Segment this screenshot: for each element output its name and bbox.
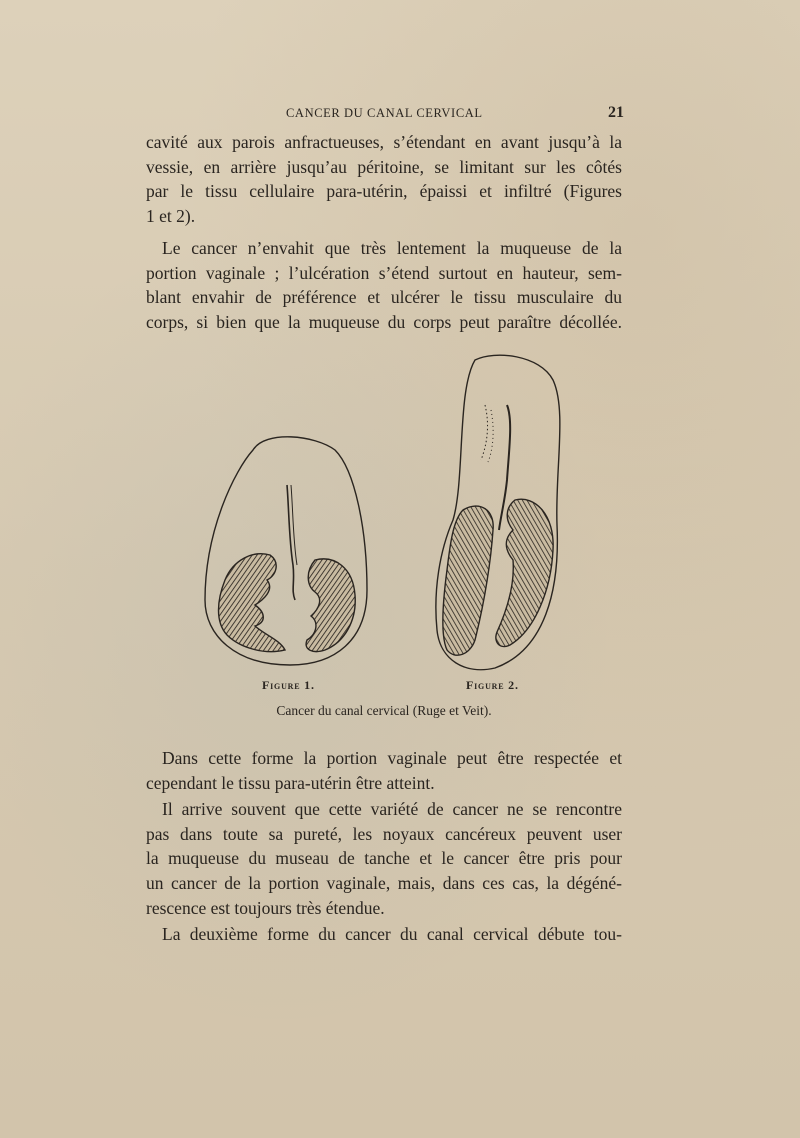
text-line: un cancer de la portion vaginale, mais, dans ces cas, la dégéné- [146, 873, 622, 894]
running-head [146, 106, 626, 126]
text-line: rescence est toujours très étendue. [146, 897, 385, 918]
paragraph-5 [146, 922, 622, 947]
figures-illustration [195, 350, 585, 690]
text-line: 1 et 2). [146, 206, 196, 227]
text-line: cavité aux parois anfractueuses, s’étendant en avant jusqu’à la [146, 132, 622, 152]
figure-caption: Cancer du canal cervical (Ruge et Veit). [276, 703, 492, 718]
figure-2-label: Figure 2. [466, 678, 519, 692]
text-line: Il arrive souvent que cette variété de cancer ne se rencontre [162, 799, 622, 819]
figure-1-drawing [205, 437, 367, 665]
text-line: cependant le tissu para-utérin être atteint. [146, 772, 435, 793]
paragraph-1 [146, 130, 622, 229]
figure-2-drawing [436, 355, 560, 670]
text-line: pas dans toute sa pureté, les noyaux cancéreux peuvent user [146, 823, 622, 844]
paragraph-2 [146, 236, 622, 335]
text-line: La deuxième forme du cancer du canal cervical débute tou- [162, 924, 622, 944]
text-line: vessie, en arrière jusqu’au péritoine, se limitant sur les côtés [146, 156, 622, 177]
text-line: par le tissu cellulaire para-utérin, épaissi et infiltré (Figures [146, 181, 622, 202]
text-line: Le cancer n’envahit que très lentement la muqueuse de la [162, 238, 622, 258]
running-head-title: CANCER DU CANAL CERVICAL [286, 106, 483, 120]
anatomical-drawing [195, 350, 585, 690]
figure-1-label: Figure 1. [262, 678, 315, 692]
paragraph-3 [146, 746, 622, 795]
paragraph-4 [146, 797, 622, 921]
text-line: blant envahir de préférence et ulcérer le tissu musculaire du [146, 287, 622, 308]
text-line: portion vaginale ; l’ulcération s’étend surtout en hauteur, sem- [146, 262, 622, 283]
text-line: corps, si bien que la muqueuse du corps peut paraître décollée. [146, 312, 622, 333]
text-line: Dans cette forme la portion vaginale peut être respectée et [162, 748, 622, 768]
text-line: la muqueuse du museau de tanche et le cancer être pris pour [146, 848, 622, 869]
page-number: 21 [608, 104, 624, 121]
